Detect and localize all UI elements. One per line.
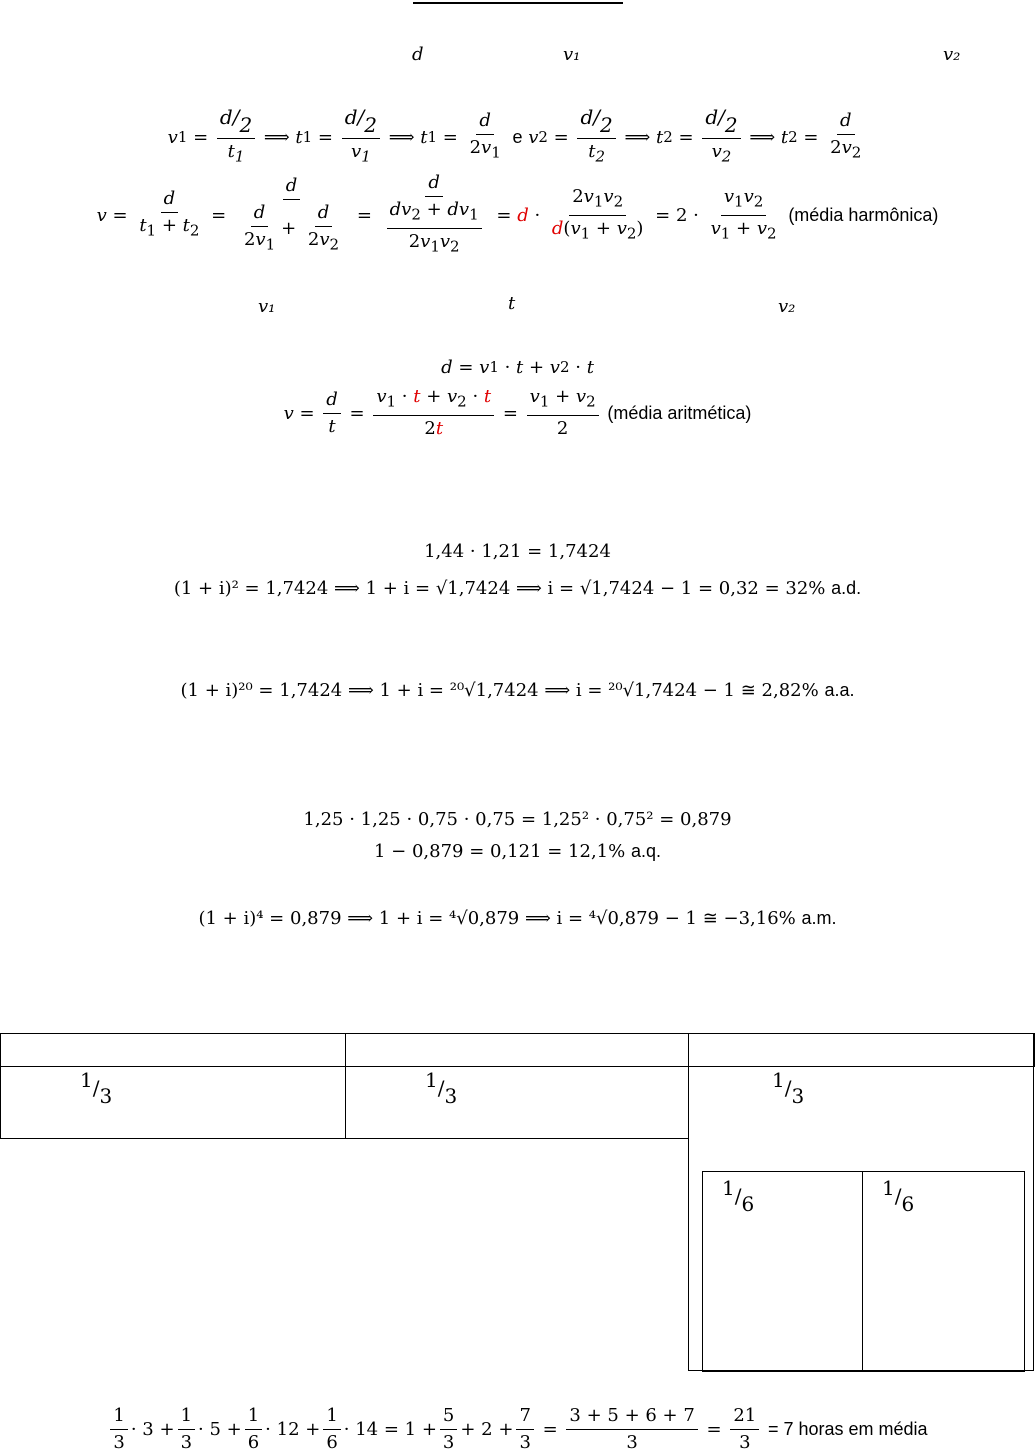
cell-fraction-2: $^1/_3$ [425, 1068, 458, 1108]
cell-fraction-4: $^1/_6$ [722, 1176, 755, 1216]
equation-final: $\frac{1}{3}$ · 3 + $\frac{1}{3}$ · 5 + $\frac{1}{6}$ · 12 + $\frac{1}{6}$ · 14 = 1 + $\frac{5}{3}$ + 2 + $\frac{7}{3}$ = $\frac{3 + 5 + 6 + 7}{3}$ = $\frac{21}{3}$ = 7 horas em média [0, 1404, 1035, 1454]
var-t: t [508, 293, 516, 314]
title-underline [413, 2, 623, 4]
equation-harmonic: v = $\frac{d}{t_1 + t_2}$ = d $\frac{d}{2v_1}$ + $\frac{d}{2v_2}$ = $\frac{d}{\frac{dv_2 + dv_1}{2v_1v_2}}$ = d · $\frac{2v_1v_2}{d(v_1 + v_2)}$ = 2 · $\frac{v_1v_2}{v_1 + v_2}$ (média harmônica) [96, 172, 939, 256]
compound-line-6: (1 + i)⁴ = 0,879 ⟹ 1 + i = ⁴√0,879 ⟹ i = ⁴√0,879 − 1 ≅ −3,16% a.m. [198, 907, 837, 929]
cell-fraction-5: $^1/_6$ [882, 1176, 915, 1216]
table-bottom-left [0, 1138, 689, 1139]
compound-line-1: 1,44 · 1,21 = 1,7424 [424, 540, 611, 562]
compound-line-2: (1 + i)² = 1,7424 ⟹ 1 + i = √1,7424 ⟹ i = √1,7424 − 1 = 0,32 = 32% a.d. [173, 577, 862, 599]
harmonic-label: (média harmônica) [788, 204, 939, 225]
var-d: d [412, 44, 424, 65]
compound-line-5: 1 − 0,879 = 0,121 = 12,1% a.q. [373, 840, 662, 862]
compound-line-4: 1,25 · 1,25 · 0,75 · 0,75 = 1,25² · 0,75² = 0,879 [303, 808, 732, 830]
equation-distance: d = v 1 · t + v 2 · t [441, 356, 594, 378]
table-divider-2 [688, 1033, 689, 1371]
table-left-edge [0, 1033, 1, 1139]
arithmetic-label: (média aritmética) [607, 402, 752, 423]
var-v2: v₂ [943, 44, 961, 65]
var-v2-second: v₂ [778, 296, 796, 317]
table-header-row [0, 1033, 1035, 1067]
and-label: e [512, 126, 523, 147]
equation-arithmetic: v = $\frac{d}{t}$ = $\frac{v_1 \cdot t + v_2 \cdot t}{2t}$ = $\frac{v_1 + v_2}{2}$ (média aritmética) [283, 386, 752, 439]
var-v1-second: v₁ [258, 296, 276, 317]
compound-line-3: (1 + i)²⁰ = 1,7424 ⟹ 1 + i = ²⁰√1,7424 ⟹ i = ²⁰√1,7424 − 1 ≅ 2,82% a.a. [180, 679, 855, 701]
inner-table-divider [862, 1171, 863, 1371]
table-divider-1 [345, 1033, 346, 1139]
table-right-edge [1033, 1033, 1034, 1371]
cell-fraction-1: $^1/_3$ [80, 1068, 113, 1108]
equation-times: v 1 = $\frac{d/_2}{t_1}$ ⟹ t 1 = $\frac{d/_2}{v_1}$ ⟹ t 1 = $\frac{d}{2v_1}$ e v 2 = $\frac{d/_2}{t_2}$ ⟹ t 2 = $\frac{d/_2}{v_2}$ ⟹ t 2 = $\frac{d}{2v_2}$ [167, 105, 862, 166]
var-v1: v₁ [563, 44, 581, 65]
cell-fraction-3: $^1/_3$ [772, 1068, 805, 1108]
